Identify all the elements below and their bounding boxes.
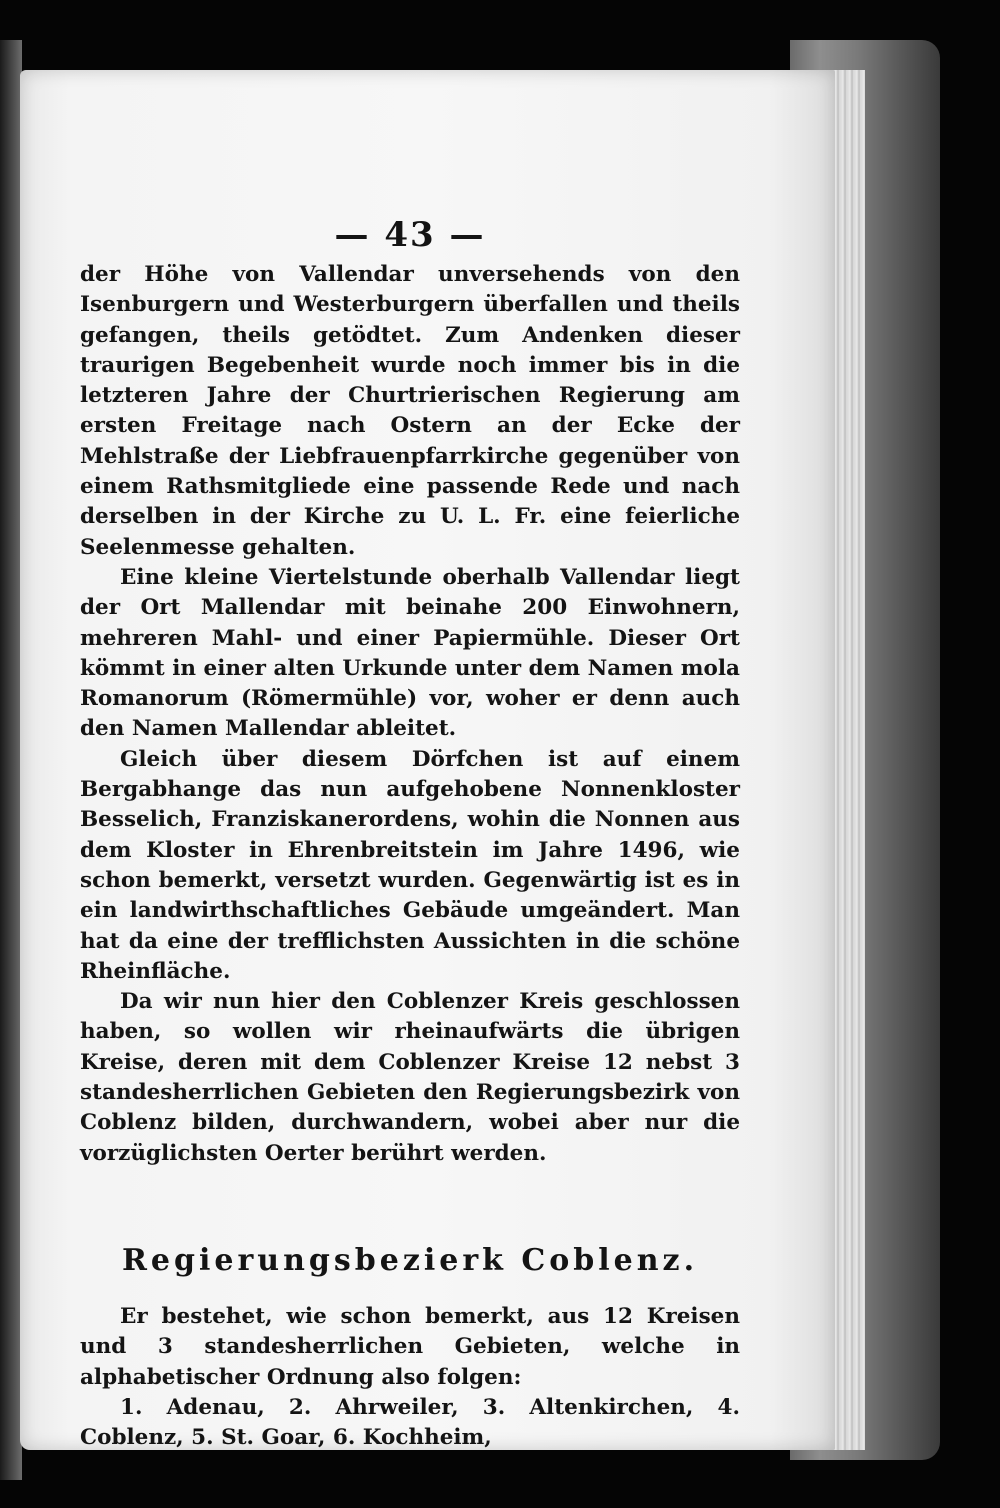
paragraph-2: Eine kleine Viertelstunde oberhalb Vallendar liegt der Ort Mallendar mit beinahe 200 Einwohnern, mehreren Mahl- und einer Papiermühle. Dieser Ort kömmt in einer alten Urkunde unter dem Namen mola Romanorum (Römermühle) vor, woher er denn auch den Namen Mallendar ableitet.	[80, 564, 740, 742]
paragraph-3: Gleich über diesem Dörfchen ist auf einem Bergabhange das nun aufgehobene Nonnenkloster Besselich, Franziskanerordens, wohin die Nonnen aus dem Kloster in Ehrenbreitstein im Jahre 1496, wie schon bemerkt, versetzt wurden. Gegenwärtig ist es in ein landwirthschaftliches Gebäude umgeändert. Man hat da eine der trefflichsten Aussichten in die schöne Rheinfläche.	[80, 746, 740, 984]
paragraph-4: Da wir nun hier den Coblenzer Kreis geschlossen haben, so wollen wir rheinaufwärts die übrigen Kreise, deren mit dem Coblenzer Kreise 12 nebst 3 standesherrlichen Gebieten den Regierungsbezirk von Coblenz bilden, durchwandern, wobei aber nur die vorzüglichsten Oerter berührt werden.	[80, 989, 740, 1166]
paragraph-5: Er bestehet, wie schon bemerkt, aus 12 Kreisen und 3 standesherrlichen Gebieten, welche in alphabetischer Ordnung also folgen:	[80, 1303, 740, 1390]
book-page	[20, 70, 835, 1450]
page-content	[80, 210, 740, 1450]
paragraph-6: 1. Adenau, 2. Ahrweiler, 3. Altenkirchen, 4. Coblenz, 5. St. Goar, 6. Kochheim,	[80, 1394, 740, 1451]
paragraph-1: der Höhe von Vallendar unversehends von den Isenburgern und Westerburgern überfallen und theils gefangen, theils getödtet. Zum Andenken dieser traurigen Begebenheit wurde noch immer bis in die letzteren Jahre der Churtrierischen Regierung am ersten Freitage nach Ostern an der Ecke der Mehlstraße der Liebfrauenpfarrkirche gegenüber von einem Rathsmitgliede eine passende Rede und nach derselben in der Kirche zu U. L. Fr. eine feierliche Seelenmesse gehalten.	[80, 262, 740, 560]
section-heading: Regierungsbezierk Coblenz.	[121, 1242, 699, 1278]
book-spine-left	[0, 40, 22, 1480]
page-number: — 43 —	[334, 215, 486, 255]
